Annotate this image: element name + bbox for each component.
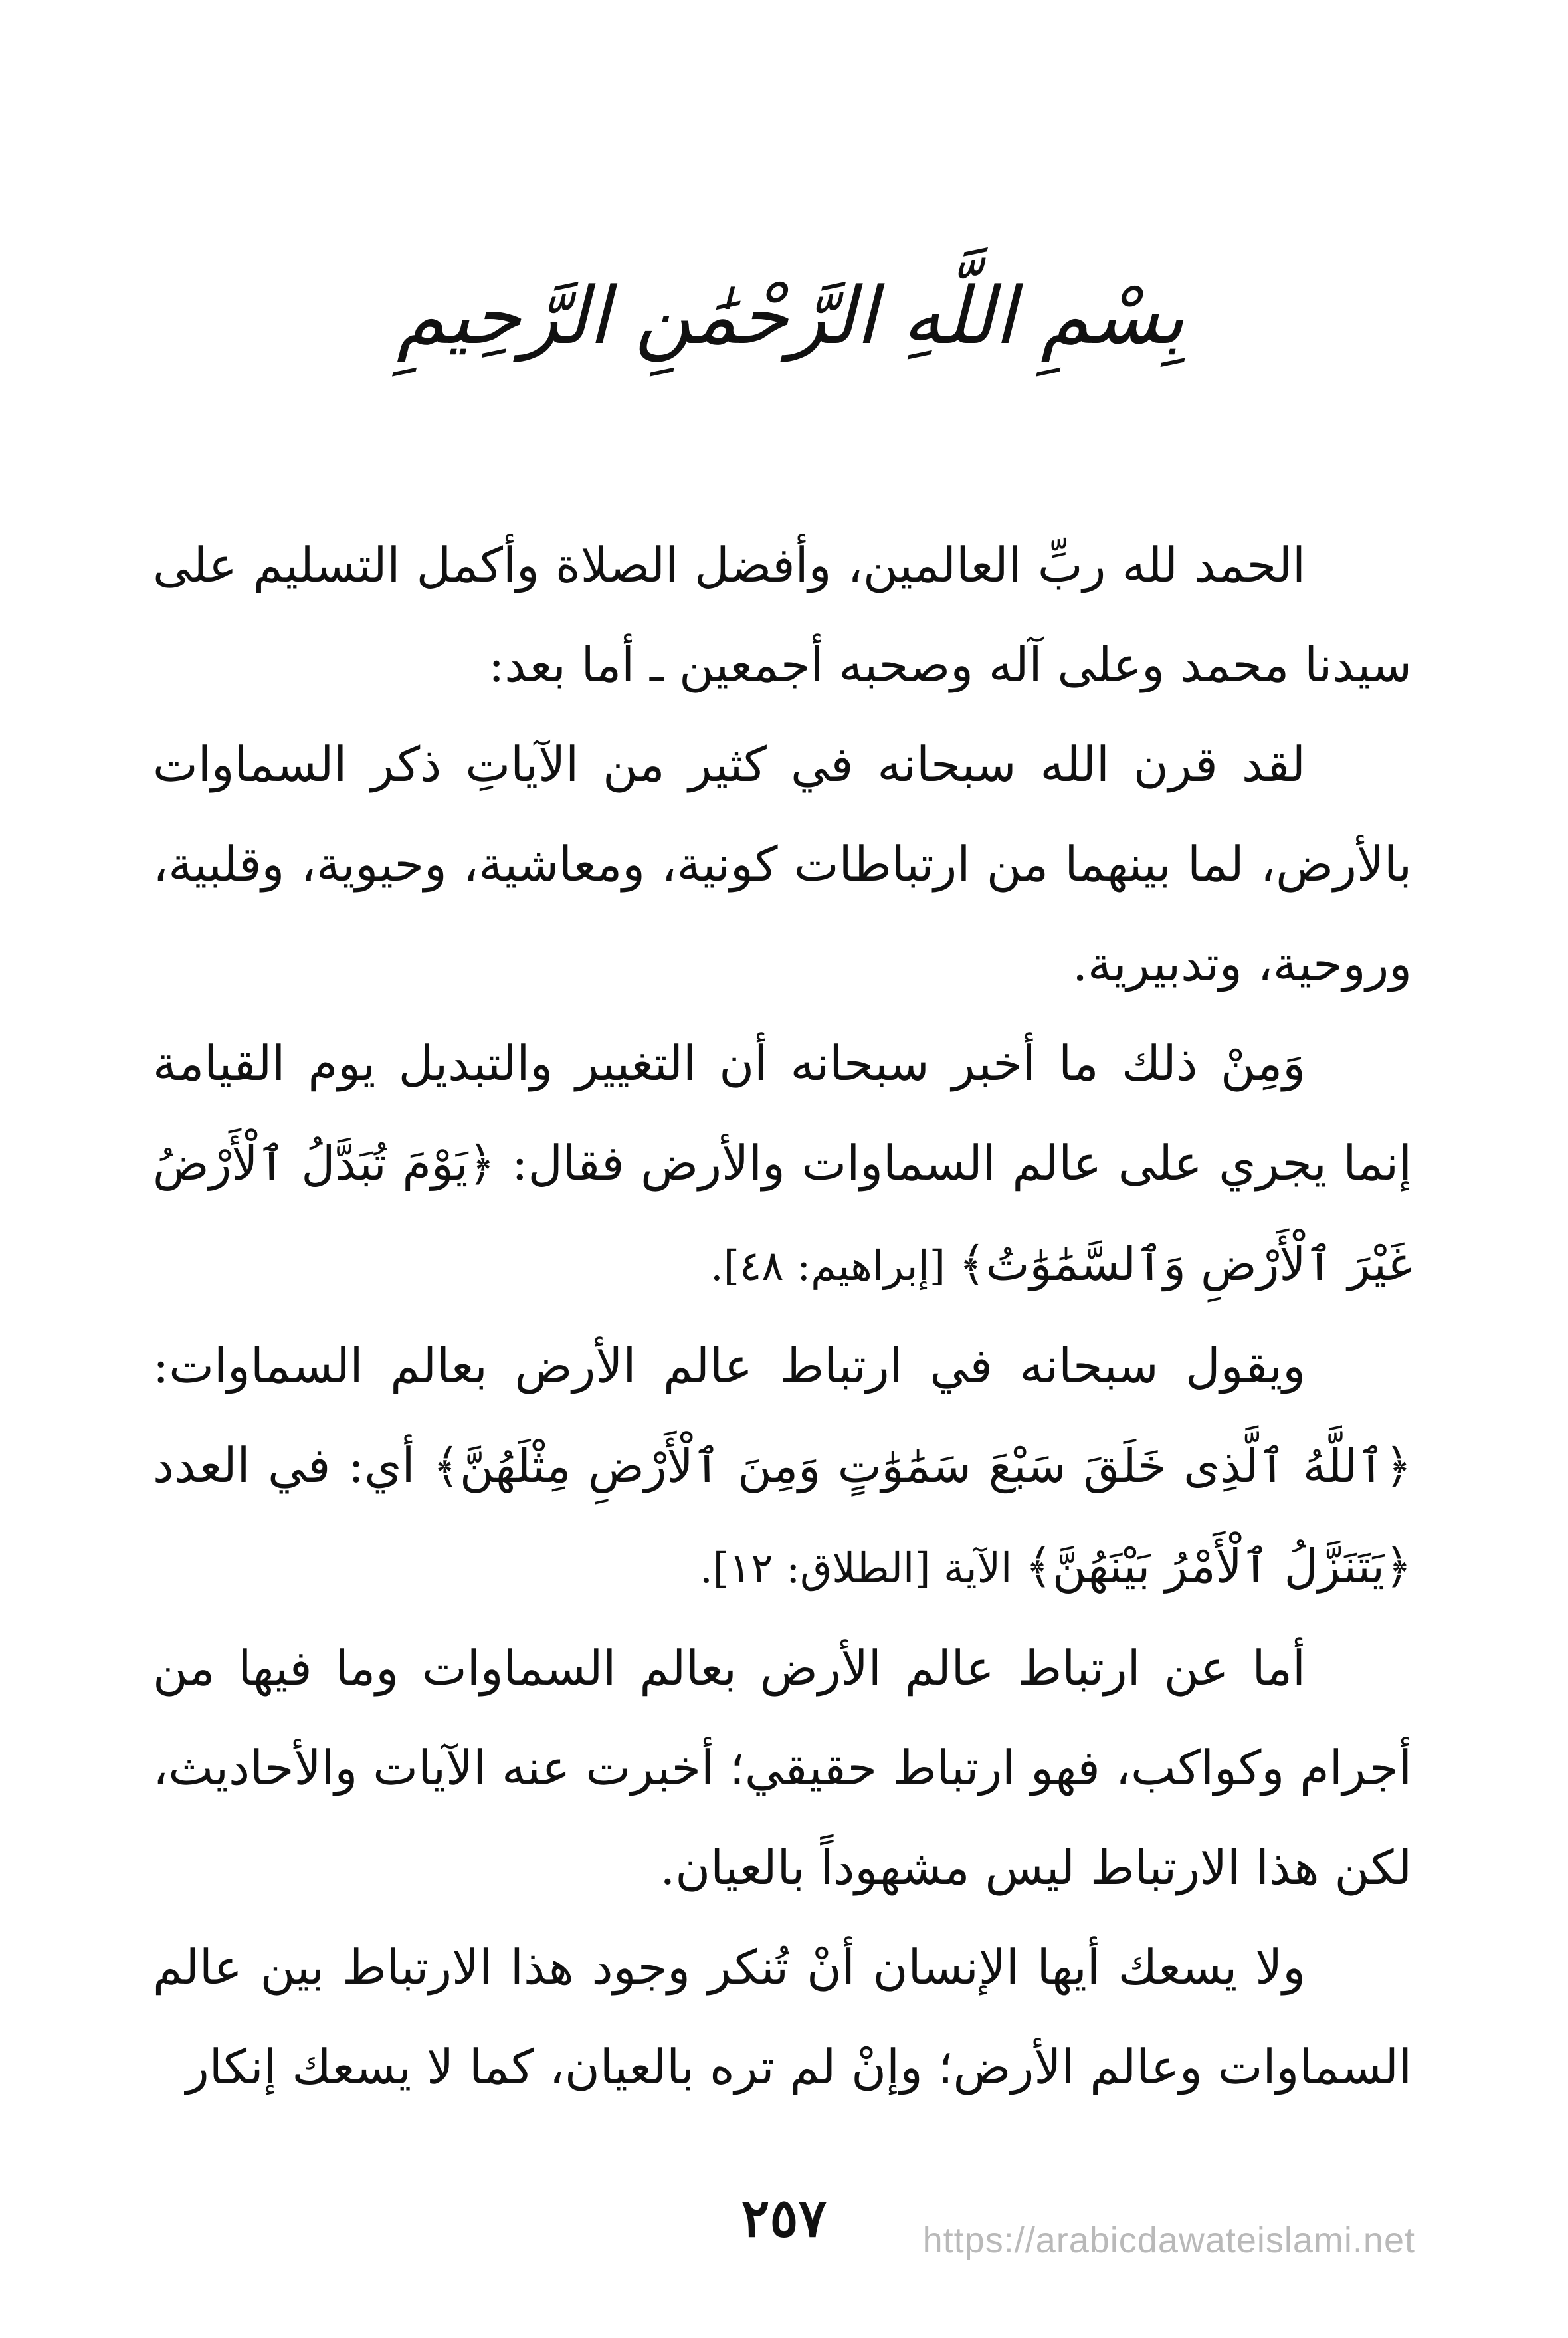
- paragraph-text: ويقول سبحانه في ارتباط عالم الأرض بعالم السماوات:: [153, 1338, 1306, 1394]
- basmala-text: بِسْمِ اللَّهِ الرَّحْمَٰنِ الرَّحِيمِ: [397, 270, 1185, 362]
- watermark-url: https://arabicdawateislami.net: [922, 2220, 1415, 2260]
- basmala-header: [397, 233, 1185, 399]
- paragraph-text: الحمد لله ربِّ العالمين، وأفضل الصلاة وأكمل التسليم على سيدنا محمد وعلى آله وصحبه أجمعين ـ أما بعد:: [153, 537, 1412, 692]
- paragraph-text: أي: في العدد: [153, 1437, 433, 1493]
- verse-reference: الآية [الطلاق: ١٢].: [700, 1544, 1025, 1592]
- paragraph-resurrection: [153, 1013, 1412, 1316]
- paragraph-opening: [153, 515, 1412, 714]
- paragraph-seven-heavens: [153, 1316, 1412, 1618]
- quran-verse: ﴿يَوْمَ تُبَدَّلُ ٱلْأَرْضُ غَيْرَ ٱلْأَرْضِ وَٱلسَّمَٰوَٰتُ﴾: [153, 1136, 1412, 1291]
- paragraph-text: وَمِنْ ذلك ما أخبر سبحانه أن التغيير والتبديل يوم القيامة إنما يجري على عالم السماوات والأرض فقال:: [153, 1035, 1412, 1191]
- page-number: ٢٥٧: [741, 2186, 827, 2249]
- quran-verse: ﴿يَتَنَزَّلُ ٱلْأَمْرُ بَيْنَهُنَّ﴾: [1025, 1539, 1412, 1594]
- paragraph-celestial-link: [153, 1618, 1412, 1917]
- quran-verse: ﴿ٱللَّهُ ٱلَّذِى خَلَقَ سَبْعَ سَمَٰوَٰتٍ وَمِنَ ٱلْأَرْضِ مِثْلَهُنَّ﴾: [432, 1439, 1412, 1493]
- paragraph-cannot-deny: [153, 1917, 1412, 2117]
- body-text: [153, 515, 1412, 2117]
- verse-reference: [إبراهيم: ٤٨].: [710, 1241, 959, 1290]
- paragraph-text: أما عن ارتباط عالم الأرض بعالم السماوات وما فيها من أجرام وكواكب، فهو ارتباط حقيقي؛ أخبرت عنه الآيات والأحاديث، لكن هذا الارتباط ليس مشهوداً بالعيان.: [153, 1640, 1412, 1895]
- paragraph-heavens-earth: [153, 714, 1412, 1013]
- paragraph-text: لقد قرن الله سبحانه في كثير من الآياتِ ذكر السماوات بالأرض، لما بينهما من ارتباطات كونية، ومعاشية، وحيوية، وقلبية، وروحية، وتدبيرية.: [153, 736, 1412, 992]
- paragraph-text: ولا يسعك أيها الإنسان أنْ تُنكر وجود هذا الارتباط بين عالم السماوات وعالم الأرض؛ وإنْ لم تره بالعيان، كما لا يسعك إنكار: [153, 1939, 1412, 2095]
